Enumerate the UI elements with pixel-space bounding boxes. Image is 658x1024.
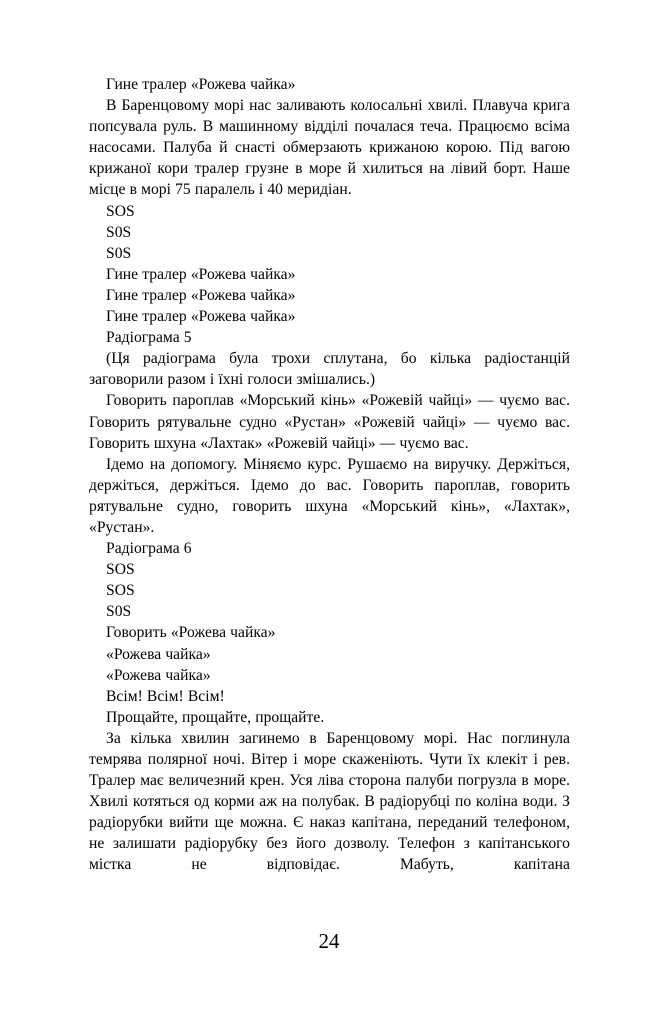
text-paragraph: За кілька хвилин загинемо в Баренцовому морі. Нас поглинула темрява полярної ночі. Вітер і море скаженіють. Чути їх клекіт і рев. Тралер має величезний крен. Уся ліва сторона палуби погрузла в море. Хвилі котяться од корми аж на полубак. В радіорубці по коліна води. З радіорубки вийти ще можна. Є наказ капітана, переданий телефоном, не залишати радіорубку без його дозволу. Телефон з капітанського містка не відповідає. Мабуть, капітана bbox=[89, 729, 570, 874]
text-paragraph: (Ця радіограма була трохи сплутана, бо кілька радіостанцій заговорили разом і їхні голоси змішались.) bbox=[89, 350, 570, 389]
distress-signal-line: SOS bbox=[106, 582, 135, 600]
text-paragraph: Говорить пароплав «Морський кінь» «Рожевій чайці» — чуємо вас. Говорить рятувальне судно «Рустан» «Рожевій чайці» — чуємо вас. Говорить шхуна «Лахтак» «Рожевій чайці» — чуємо вас. bbox=[89, 392, 570, 452]
radiogram-heading: Радіограма 6 bbox=[106, 540, 192, 558]
page-number: 24 bbox=[318, 929, 340, 953]
radiogram-heading: Радіограма 5 bbox=[106, 329, 192, 347]
text-line: «Рожева чайка» bbox=[106, 645, 211, 663]
text-line: Гине тралер «Рожева чайка» bbox=[106, 308, 296, 326]
distress-signal-line: S0S bbox=[106, 603, 132, 621]
page-text-column bbox=[89, 74, 570, 897]
distress-signal-line: SOS bbox=[106, 202, 135, 220]
text-line: Гине тралер «Рожева чайка» bbox=[106, 265, 296, 283]
text-paragraph: Ідемо на допомогу. Міняємо курс. Рушаємо на виручку. Держіться, держіться, держіться. Ідемо до вас. Говорить пароплав, говорить рятувальне судно, говорить шхуна «Морський кінь», «Лахтак», «Рустан». bbox=[89, 455, 570, 536]
distress-signal-line: S0S bbox=[106, 244, 132, 262]
distress-signal-line: SOS bbox=[106, 561, 135, 579]
text-line: Гине тралер «Рожева чайка» bbox=[106, 76, 296, 93]
text-line: Гине тралер «Рожева чайка» bbox=[106, 286, 296, 304]
text-paragraph: В Баренцовому морі нас заливають колосальні хвилі. Плавуча крига попсувала руль. В машинному відділі почалася теча. Працюємо всіма насосами. Палуба й снасті обмерзають крижаною корою. Під вагою крижаної кори тралер грузне в море й хилиться на лівий борт. Наше місце в морі 75 паралель і 40 меридіан. bbox=[89, 97, 570, 199]
text-line: Говорить «Рожева чайка» bbox=[106, 624, 276, 642]
text-line: Всім! Всім! Всім! bbox=[106, 687, 225, 705]
distress-signal-line: S0S bbox=[106, 223, 132, 241]
text-line: Прощайте, прощайте, прощайте. bbox=[106, 708, 325, 726]
text-line: «Рожева чайка» bbox=[106, 666, 211, 684]
